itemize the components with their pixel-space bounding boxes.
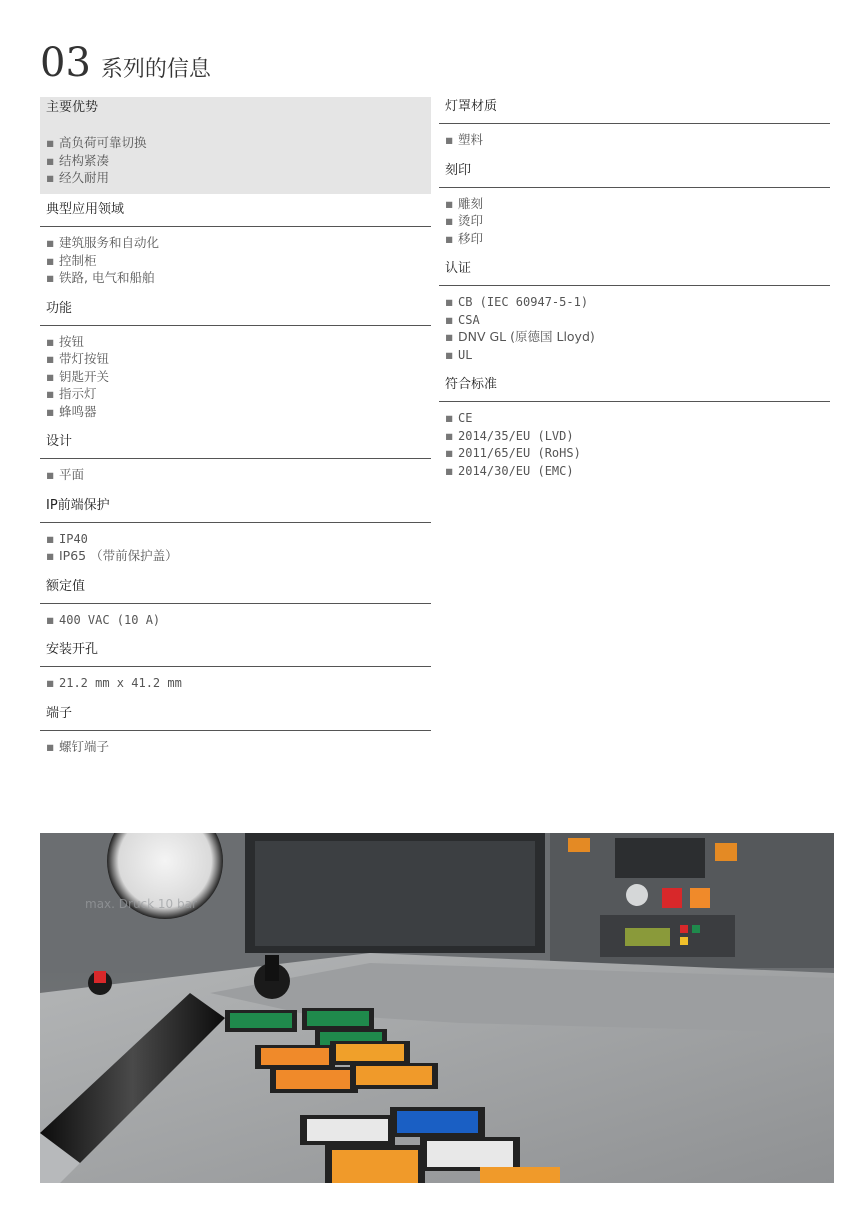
list-item-text: 2014/30/EU (EMC) [458,463,574,478]
list-item [46,368,431,386]
list-item [445,212,830,230]
item-list [40,326,431,421]
list-item-text: 控制柜 [59,252,97,268]
list-item-text: 结构紧凑 [59,152,110,168]
bullet-icon: ▪ [46,235,55,250]
list-item-text: 高负荷可靠切换 [59,135,147,150]
bullet-icon: ▪ [445,346,454,362]
list-item [445,346,830,364]
item-list [40,604,431,629]
list-item-text: 建筑服务和自动化 [59,235,160,250]
list-item-text: 铁路, 电气和船舶 [59,270,155,285]
list-item-text: 带灯按钮 [59,351,110,366]
left-column [40,97,431,767]
list-item [445,328,830,346]
list-item-text: 移印 [458,230,484,246]
list-item-text: 400 VAC (10 A) [59,612,161,627]
info-section [439,259,830,363]
list-item-text: 2011/65/EU (RoHS) [458,446,581,460]
list-item-text: CB (IEC 60947-5-1) [458,295,589,309]
item-list [40,118,431,187]
list-item-text: 螺钉端子 [59,738,110,754]
item-list [40,731,431,756]
item-list [40,227,431,287]
list-item [46,333,431,351]
info-section [40,299,431,421]
list-item [445,195,830,213]
list-item [445,311,830,329]
section-heading: 刻印 [445,162,472,178]
bullet-icon: ▪ [46,170,55,185]
right-column [439,97,830,491]
bullet-icon: ▪ [46,738,55,754]
bullet-icon: ▪ [445,410,454,425]
page-heading: 系列的信息 [100,57,211,82]
list-item [46,547,431,565]
page-number: 03 [40,40,91,86]
bullet-icon: ▪ [445,230,454,246]
item-list [439,124,830,149]
list-item [46,530,431,548]
info-section [40,200,431,287]
bullet-icon: ▪ [46,548,55,563]
bullet-icon: ▪ [46,351,55,366]
list-item-text: 指示灯 [59,386,97,401]
list-item [445,131,830,149]
bullet-icon: ▪ [46,135,55,150]
list-item [46,234,431,252]
section-heading: 主要优势 [46,100,99,115]
list-item-text: 经久耐用 [59,170,110,185]
list-item [46,269,431,287]
item-list [40,523,431,565]
section-heading: 符合标准 [445,377,498,392]
page-title [40,40,211,88]
info-section [40,577,431,629]
list-item-text: 雕刻 [458,195,484,211]
right-sections [439,97,830,479]
list-item [445,444,830,462]
info-section [40,640,431,692]
left-sections [40,194,431,755]
bullet-icon: ▪ [445,213,454,228]
info-section [40,704,431,756]
list-item-text: IP65 （带前保护盖） [59,548,178,563]
list-item [445,293,830,311]
section-heading: 灯罩材质 [445,99,498,114]
list-item-text: IP40 [59,531,88,546]
list-item [46,350,431,368]
list-item [445,230,830,248]
info-section [40,432,431,484]
list-item [46,152,431,170]
bullet-icon: ▪ [445,294,454,309]
list-item [46,403,431,421]
bullet-icon: ▪ [46,152,55,168]
section-heading: IP前端保护 [46,497,110,513]
section-heading: 典型应用领域 [46,202,125,217]
control-panel-photo [40,833,834,1183]
bullet-icon: ▪ [445,195,454,211]
list-item [445,409,830,427]
bullet-icon: ▪ [46,403,55,419]
list-item-text: 按钮 [59,333,85,349]
list-item [46,169,431,187]
bullet-icon: ▪ [445,462,454,478]
list-item [46,466,431,484]
list-item [46,738,431,756]
list-item-text: 烫印 [458,213,484,228]
list-item [46,134,431,152]
item-list [439,402,830,479]
bullet-icon: ▪ [445,311,454,327]
list-item-text: 塑料 [458,132,484,147]
item-list [439,286,830,363]
item-list [40,667,431,692]
info-section [439,161,830,248]
highlight-box [40,97,431,194]
bullet-icon: ▪ [445,427,454,443]
item-list [40,459,431,484]
section-heading: 安装开孔 [46,642,99,657]
info-section [439,97,830,149]
section-heading: 功能 [46,300,73,316]
item-list [439,188,830,248]
list-item-text: DNV GL (原德国 Lloyd) [458,329,595,344]
bullet-icon: ▪ [46,252,55,268]
section-heading: 端子 [46,705,73,721]
bullet-icon: ▪ [46,333,55,349]
bullet-icon: ▪ [46,386,55,401]
list-item [445,462,830,480]
bullet-icon: ▪ [46,675,55,690]
section-heading: 额定值 [46,578,86,594]
list-item-text: 平面 [59,467,85,482]
gauge-label: max. Druck 10 bar [85,897,197,911]
bullet-icon: ▪ [445,329,454,344]
list-item [46,674,431,692]
control-panel-illustration [40,833,834,1183]
bullet-icon: ▪ [445,445,454,460]
info-section [40,496,431,565]
list-item-text: CE [458,411,473,425]
bullet-icon: ▪ [46,368,55,384]
list-item-text: 2014/35/EU (LVD) [458,428,574,443]
list-item [445,427,830,445]
list-item-text: 21.2 mm x 41.2 mm [59,676,182,690]
bullet-icon: ▪ [46,467,55,482]
list-item [46,385,431,403]
bullet-icon: ▪ [46,530,55,546]
section-heading: 认证 [445,261,472,276]
info-section [439,375,830,479]
section-heading: 设计 [46,434,73,449]
list-item-text: 钥匙开关 [59,368,110,384]
bullet-icon: ▪ [46,270,55,285]
bullet-icon: ▪ [46,611,55,627]
list-item [46,611,431,629]
bullet-icon: ▪ [445,132,454,147]
list-item-text: CSA [458,312,480,327]
list-item-text: 蜂鸣器 [59,403,97,419]
list-item [46,252,431,270]
list-item-text: UL [458,347,473,362]
